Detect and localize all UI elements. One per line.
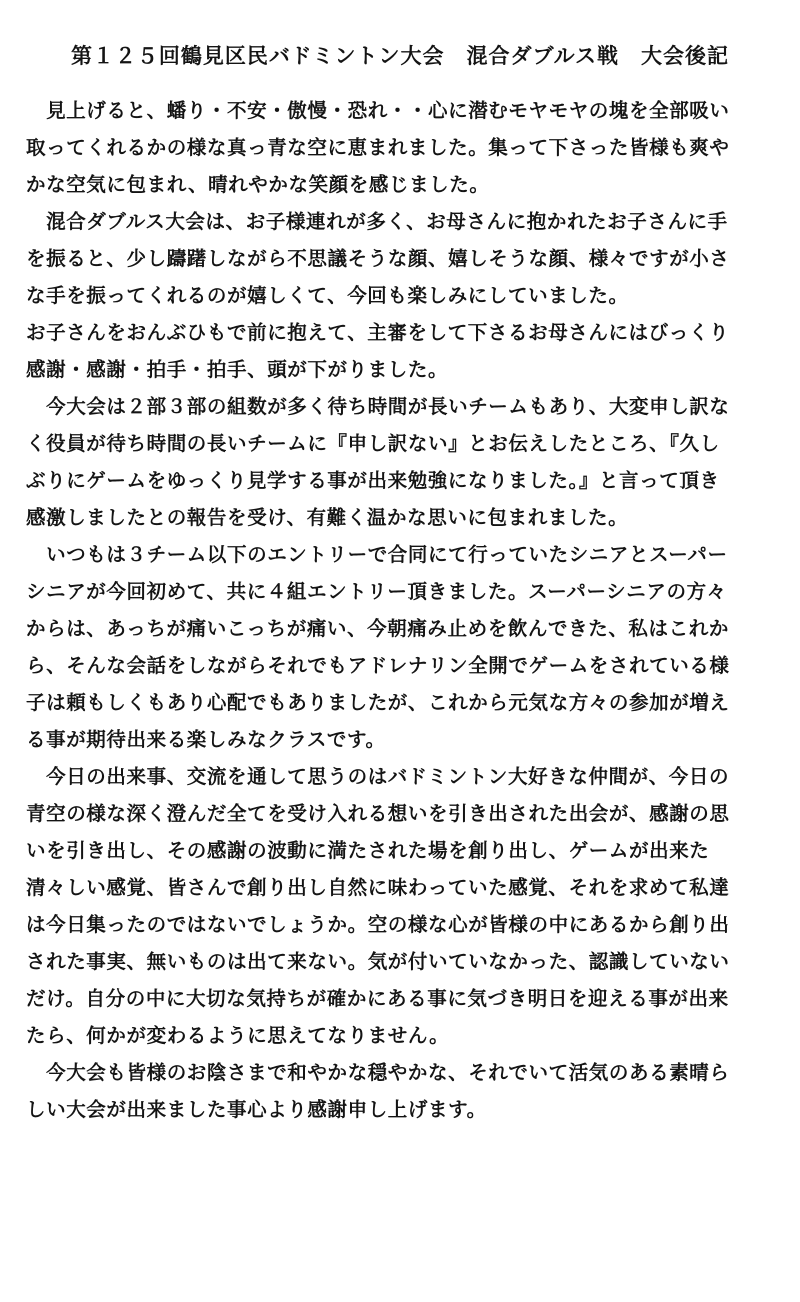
body-line: だけ。自分の中に大切な気持ちが確かにある事に気づき明日を迎える事が出来 <box>26 987 729 1010</box>
body-line: 今大会は２部３部の組数が多く待ち時間が長いチームもあり、大変申し訳な <box>26 395 730 418</box>
body-line: たら、何かが変わるように思えてなりません。 <box>26 1024 450 1047</box>
body-line: 子は頼もしくもあり心配でもありましたが、これから元気な方々の参加が増え <box>26 691 730 714</box>
body-line: 今日の出来事、交流を通して思うのはバドミントン大好きな仲間が、今日の <box>26 765 730 788</box>
body-line: からは、あっちが痛いこっちが痛い、今朝痛み止めを飲んできた、私はこれか <box>26 617 729 640</box>
body-line: る事が期待出来る楽しみなクラスです。 <box>26 728 386 751</box>
body-line: お子さんをおんぶひもで前に抱えて、主審をして下さるお母さんにはびっくり <box>26 321 730 344</box>
body-line: 青空の様な深く澄んだ全てを受け入れる想いを引き出された出会が、感謝の思 <box>26 802 730 825</box>
document-body <box>26 92 774 1128</box>
body-line: 清々しい感覚、皆さんで創り出し自然に味わっていた感覚、それを求めて私達 <box>26 876 730 899</box>
body-line: く役員が待ち時間の長いチームに『申し訳ない』とお伝えしたところ、『久し <box>26 432 720 455</box>
body-line: 取ってくれるかの様な真っ青な空に恵まれました。集って下さった皆様も爽や <box>26 136 730 159</box>
body-line: は今日集ったのではないでしょうか。空の様な心が皆様の中にあるから創り出 <box>26 913 730 936</box>
body-line: かな空気に包まれ、晴れやかな笑顔を感じました。 <box>26 173 490 196</box>
body-line: な手を振ってくれるのが嬉しくて、今回も楽しみにしていました。 <box>26 284 629 307</box>
body-line: された事実、無いものは出て来ない。気が付いていなかった、認識していない <box>26 950 730 973</box>
body-line: 見上げると、蟠り・不安・傲慢・恐れ・・心に潜むモヤモヤの塊を全部吸い <box>26 99 730 122</box>
body-line: ら、そんな会話をしながらそれでもアドレナリン全開でゲームをされている様 <box>26 654 730 677</box>
body-line: いつもは３チーム以下のエントリーで合同にて行っていたシニアとスーパー <box>26 543 728 566</box>
body-line: しい大会が出来ました事心より感謝申し上げます。 <box>26 1098 487 1121</box>
body-line: 感謝・感謝・拍手・拍手、頭が下がりました。 <box>26 358 449 381</box>
body-line: 今大会も皆様のお陰さまで和やかな穏やかな、それでいて活気のある素晴ら <box>26 1061 730 1084</box>
body-line: シニアが今回初めて、共に４組エントリー頂きました。スーパーシニアの方々 <box>26 580 727 603</box>
body-line: 混合ダブルス大会は、お子様連れが多く、お母さんに抱かれたお子さんに手 <box>26 210 728 233</box>
body-line: ぶりにゲームをゆっくり見学する事が出来勉強になりました。』と言って頂き <box>26 469 720 492</box>
body-line: を振ると、少し躊躇しながら不思議そうな顔、嬉しそうな顔、様々ですが小さ <box>26 247 730 270</box>
document-title: 第１２５回鶴見区民バドミントン大会 混合ダブルス戦 大会後記 <box>70 43 730 68</box>
body-line: いを引き出し、その感謝の波動に満たされた場を創り出し、ゲームが出来た <box>26 839 710 862</box>
body-line: 感激しましたとの報告を受け、有難く温かな思いに包まれました。 <box>26 506 629 529</box>
